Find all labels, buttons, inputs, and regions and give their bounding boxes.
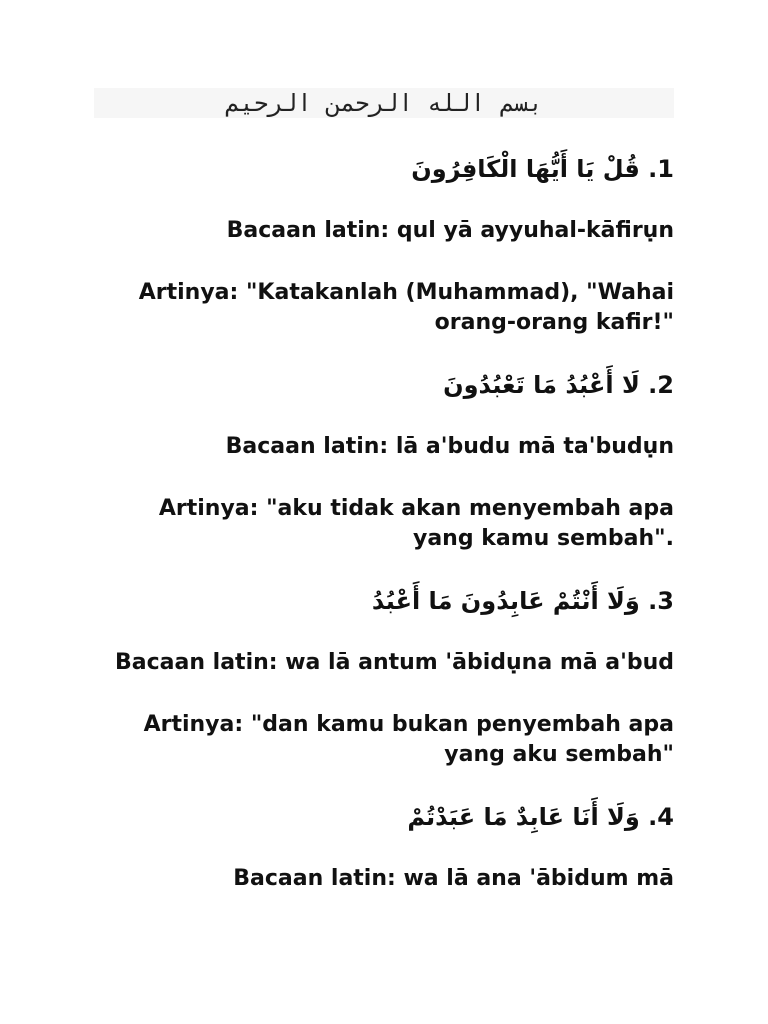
verse-2-arabic: 2. لَا أَعْبُدُ مَا تَعْبُدُونَ	[443, 371, 674, 399]
verse-4-latin: Bacaan latin: wa lā ana 'ābidum mā	[233, 866, 674, 891]
basmala-heading: بسم الله الرحمن الرحيم	[94, 88, 674, 118]
verse-list	[94, 154, 674, 894]
verse-2-meaning: Artinya: "aku tidak akan menyembah apa yang kamu sembah".	[158, 496, 674, 551]
verse-3-meaning: Artinya: "dan kamu bukan penyembah apa yang aku sembah"	[143, 712, 674, 767]
verse-1-meaning: Artinya: "Katakanlah (Muhammad), "Wahai orang-orang kafir!"	[138, 280, 674, 335]
verse-2-latin: Bacaan latin: lā a'budu mā ta'budụn	[225, 434, 674, 459]
verse-3-arabic: 3. وَلَا أَنْتُمْ عَابِدُونَ مَا أَعْبُدُ	[371, 587, 674, 615]
document-page	[94, 88, 674, 1024]
verse-4-arabic: 4. وَلَا أَنَا عَابِدٌ مَا عَبَدْتُمْ	[407, 803, 674, 831]
verse-1-latin: Bacaan latin: qul yā ayyuhal-kāfirụn	[226, 218, 674, 243]
verse-1-arabic: 1. قُلْ يَا أَيُّهَا الْكَافِرُونَ	[411, 155, 674, 183]
verse-3-latin: Bacaan latin: wa lā antum 'ābidụna mā a'bud	[115, 650, 674, 675]
